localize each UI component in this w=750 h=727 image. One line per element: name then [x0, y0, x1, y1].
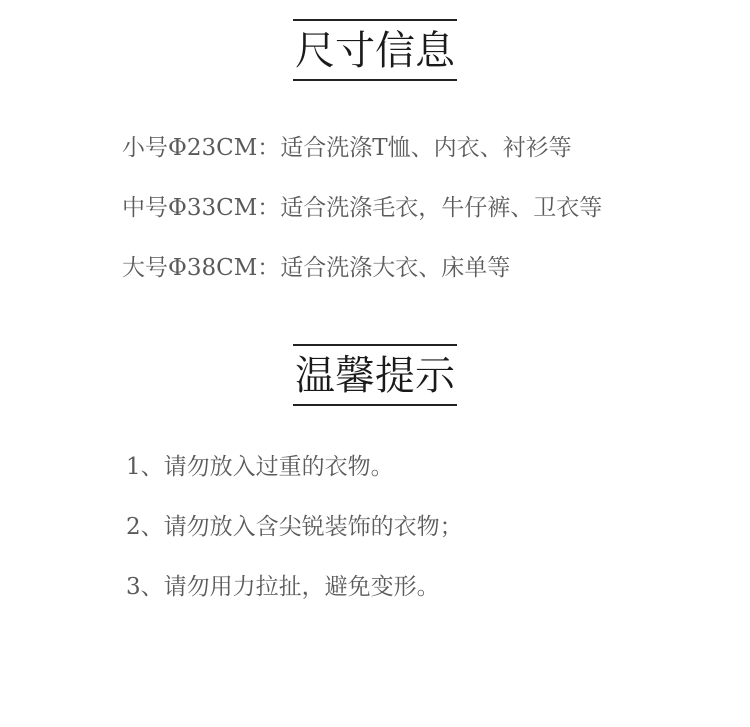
- tip-item-1: 1、请勿放入过重的衣物。: [126, 454, 394, 480]
- tips-list: [126, 452, 463, 632]
- size-item-medium: 中号Φ33CM：适合洗涤毛衣，牛仔裤、卫衣等: [122, 195, 603, 221]
- size-item-large: 大号Φ38CM：适合洗涤大衣、床单等: [122, 255, 511, 281]
- tips-heading: [0, 344, 750, 406]
- tips-title: 温馨提示: [293, 344, 457, 406]
- tip-item-2: 2、请勿放入含尖锐装饰的衣物；: [126, 514, 463, 540]
- tip-item-3: 3、请勿用力拉扯，避免变形。: [126, 574, 440, 600]
- size-item-small: 小号Φ23CM：适合洗涤T恤、内衣、衬衫等: [122, 135, 572, 161]
- size-info-title: 尺寸信息: [293, 19, 457, 81]
- size-info-list: [122, 133, 602, 313]
- size-info-heading: [0, 19, 750, 81]
